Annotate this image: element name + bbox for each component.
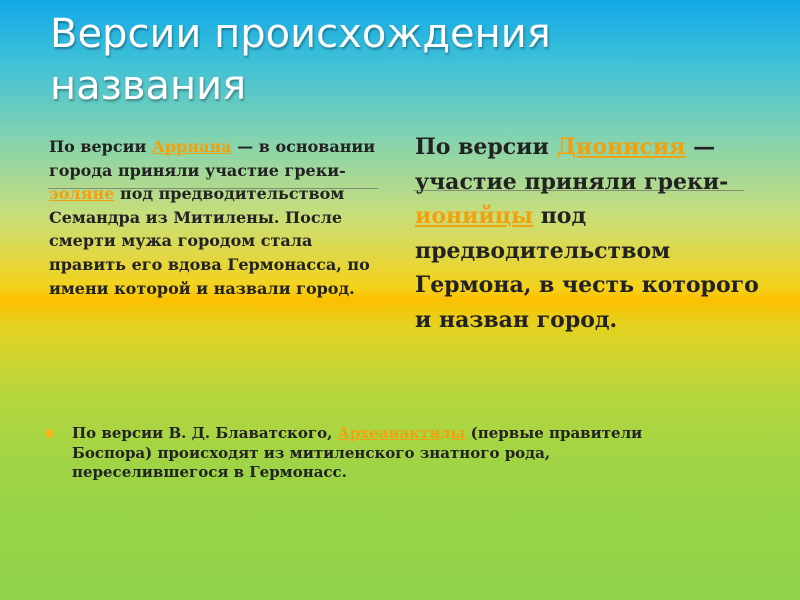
arrian-link[interactable]: Арриана bbox=[151, 137, 232, 156]
dionysius-link[interactable]: Дионисия bbox=[556, 134, 686, 160]
blavatsky-version-text bbox=[72, 424, 685, 483]
bullet-icon bbox=[45, 429, 54, 438]
dionysius-version-text bbox=[415, 130, 760, 337]
bullet-text-start: По версии В. Д. Блаватского, bbox=[72, 424, 338, 442]
right-text-mid: — участие приняли греки- bbox=[415, 134, 729, 195]
slide-title: Версии происхождения названия bbox=[50, 11, 551, 109]
bullet-text-end: (первые правители Боспора) происходят из митиленского знатного рода, переселившегося в Гермонасс. bbox=[72, 424, 643, 481]
blavatsky-version-item bbox=[45, 424, 685, 483]
right-text-end: под предводительством Гермона, в честь которого и назван город. bbox=[415, 203, 759, 333]
ionians-link[interactable]: ионийцы bbox=[415, 203, 534, 229]
right-text-start: По версии bbox=[415, 134, 557, 160]
left-text-end: под предводительством Семандра из Митилены. После смерти мужа городом стала править его вдова Гермонасса, по имени которой и назвали город. bbox=[49, 184, 370, 298]
left-text-mid: — в основании города приняли участие греки- bbox=[49, 137, 376, 180]
archaeanactids-link[interactable]: Археанактиды bbox=[337, 424, 466, 442]
arrian-version-text bbox=[49, 135, 389, 300]
aeolians-link[interactable]: эоляне bbox=[49, 184, 115, 204]
left-text-start: По версии bbox=[49, 137, 152, 156]
